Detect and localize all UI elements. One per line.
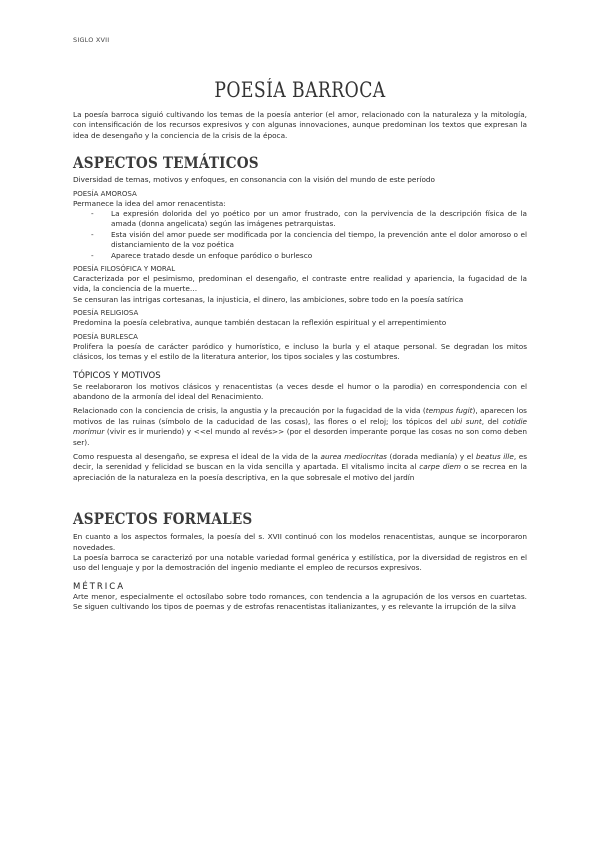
intro-paragraph: La poesía barroca siguió cultivando los temas de la poesía anterior (el amor, relacionado con la naturaleza y la mitología, con intensificación de los recursos expresivos y con algunas innovaciones, aunque predominan los textos que expresan la idea de desengaño y la conciencia de la crisis de la época. (73, 110, 527, 140)
list-item: - Esta visión del amor puede ser modificada por la conciencia del tiempo, la prevención ante el dolor amoroso o el distanciamiento de la voz poética (111, 230, 527, 251)
text-run: o se recrea en la apreciación de la naturaleza en la poesía descriptiva, en la que sobresale el motivo del jardín (73, 462, 527, 482)
text-run: (vivir es ir muriendo) y <<el mundo al revés>> (por el desorden imperante porque las cosas no son como deben ser). (73, 427, 527, 447)
list-item: - La expresión dolorida del yo poético por un amor frustrado, con la pervivencia de la descripción física de la amada (donna angelicata) según las imágenes petrarquistas. (111, 209, 527, 230)
list-item: - Aparece tratado desde un enfoque paródico o burlesco (111, 251, 527, 261)
content (73, 110, 527, 613)
tematicos-lead: Diversidad de temas, motivos y enfoques, en consonancia con la visión del mundo de este período (73, 175, 436, 185)
subheading-topicos: TÓPICOS Y MOTIVOS (73, 370, 161, 381)
page-title: POESÍA BARROCA (214, 78, 386, 102)
topicos-p3 (73, 452, 527, 483)
subheading-burlesca: POESÍA BURLESCA (73, 332, 138, 341)
latin-term: tempus fugit (425, 406, 473, 416)
section-title-tematicos: ASPECTOS TEMÁTICOS (73, 153, 259, 173)
latin-term: cotidie morimur (73, 416, 528, 437)
latin-term: ubi sunt (450, 416, 482, 426)
amorosa-list (73, 209, 527, 261)
text-run: (dorada medianía) y el (386, 451, 476, 461)
topicos-p1: Se reelaboraron los motivos clásicos y renacentistas (a veces desde el humor o la parodia) en correspondencia con el abandono de la armonía del ideal del Renacimiento. (73, 381, 527, 401)
latin-term: aurea mediocritas (320, 451, 387, 461)
subheading-amorosa: POESÍA AMOROSA (73, 189, 137, 198)
burlesca-p1: Prolifera la poesía de carácter paródico y humorístico, e incluso la burla y el ataque personal. Se degradan los mitos clásicos, los temas y el estilo de la literatura anterior, los tipos sociales y las costumbres. (73, 341, 527, 362)
subheading-metrica: MÉTRICA (73, 581, 126, 592)
text-run: Relacionado con la conciencia de crisis, la angustia y la precaución por la fugacidad de la vida ( (73, 406, 426, 416)
text-run: Como respuesta al desengaño, se expresa el ideal de la vida de la (73, 451, 321, 461)
section-title-formales: ASPECTOS FORMALES (73, 509, 253, 529)
text-run: , es decir, la serenidad y felicidad se buscan en la vida sencilla y apartada. El vitalismo incita al (73, 451, 527, 472)
formales-p2: La poesía barroca se caracterizó por una notable variedad formal genérica y estilística, por la diversidad de registros en el uso del lenguaje y por la demostración del ingenio mediante el empleo de recursos expresivos. (73, 552, 527, 573)
subheading-religiosa: POESÍA RELIGIOSA (73, 309, 139, 318)
latin-term: beatus ille (475, 451, 514, 461)
topicos-p2 (73, 406, 527, 448)
amorosa-intro: Permanece la idea del amor renacentista: (73, 198, 226, 208)
formales-p1: En cuanto a los aspectos formales, la poesía del s. XVII continuó con los modelos renacentistas, aunque se incorporaron novedades. (73, 532, 527, 552)
latin-term: carpe diem (419, 462, 462, 472)
text-run: ), aparecen los motivos de las ruinas (símbolo de la caducidad de las cosas), las flores o el reloj; los tópicos del (73, 406, 527, 426)
religiosa-p1: Predomina la poesía celebrativa, aunque también destacan la reflexión espiritual y el arrepentimiento (73, 318, 447, 328)
filosofica-p2: Se censuran las intrigas cortesanas, la injusticia, el dinero, las ambiciones, sobre todo en la poesía satírica (73, 294, 464, 304)
filosofica-p1: Caracterizada por el pesimismo, predominan el desengaño, el contraste entre realidad y apariencia, la fugacidad de la vida, la conciencia de la muerte… (73, 274, 527, 294)
header-label: SIGLO XVII (73, 36, 110, 44)
metrica-p1: Arte menor, especialmente el octosílabo sobre todo romances, con tendencia a la agrupación de los versos en cuartetas. Se siguen cultivando los tipos de poemas y de estrofas renacentistas italianizantes, y es relevante la irrupción de la silva (73, 591, 527, 612)
subheading-filosofica: POESÍA FILOSÓFICA Y MORAL (73, 265, 176, 274)
text-run: , del (481, 416, 503, 426)
